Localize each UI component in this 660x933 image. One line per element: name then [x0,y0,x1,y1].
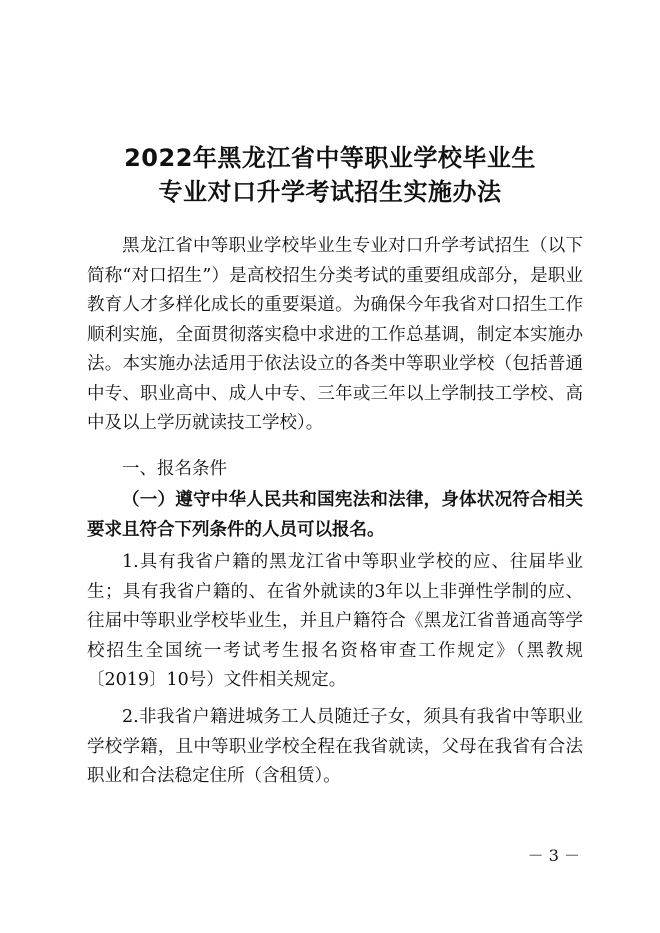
eligibility-item-1: 1.具有我省户籍的黑龙江省中等职业学校的应、往届毕业生；具有我省户籍的、在省外就读的3年以上非弹性学制的应、往届中等职业学校毕业生，并且户籍符合《黑龙江省普通高等学校招生全国统一考试考生报名资格审查工作规定》（黑教规〔2019〕10号）文件相关规定。 [87,552,583,690]
subsection-heading-eligibility: （一）遵守中华人民共和国宪法和法律，身体状况符合相关要求且符合下列条件的人员可以报名。 [87,490,583,540]
page-number: － 3 － [527,846,580,865]
intro-paragraph: 黑龙江省中等职业学校毕业生专业对口升学考试招生（以下简称“对口招生”）是高校招生分类考试的重要组成部分，是职业教育人才多样化成长的重要渠道。为确保今年我省对口招生工作顺利实施，全面贯彻落实稳中求进的工作总基调，制定本实施办法。本实施办法适用于依法设立的各类中等职业学校（包括普通中专、职业高中、成人中专、三年或三年以上学制技工学校、高中及以上学历就读技工学校）。 [87,236,583,433]
eligibility-item-2: 2.非我省户籍进城务工人员随迁子女，须具有我省中等职业学校学籍，且中等职业学校全程在我省就读，父母在我省有合法职业和合法稳定住所（含租赁）。 [87,707,583,786]
section-heading-registration: 一、报名条件 [122,459,227,479]
document-title-line-2: 专业对口升学考试招生实施办法 [158,178,502,206]
document-title-line-1: 2022年黑龙江省中等职业学校毕业生 [124,144,536,172]
